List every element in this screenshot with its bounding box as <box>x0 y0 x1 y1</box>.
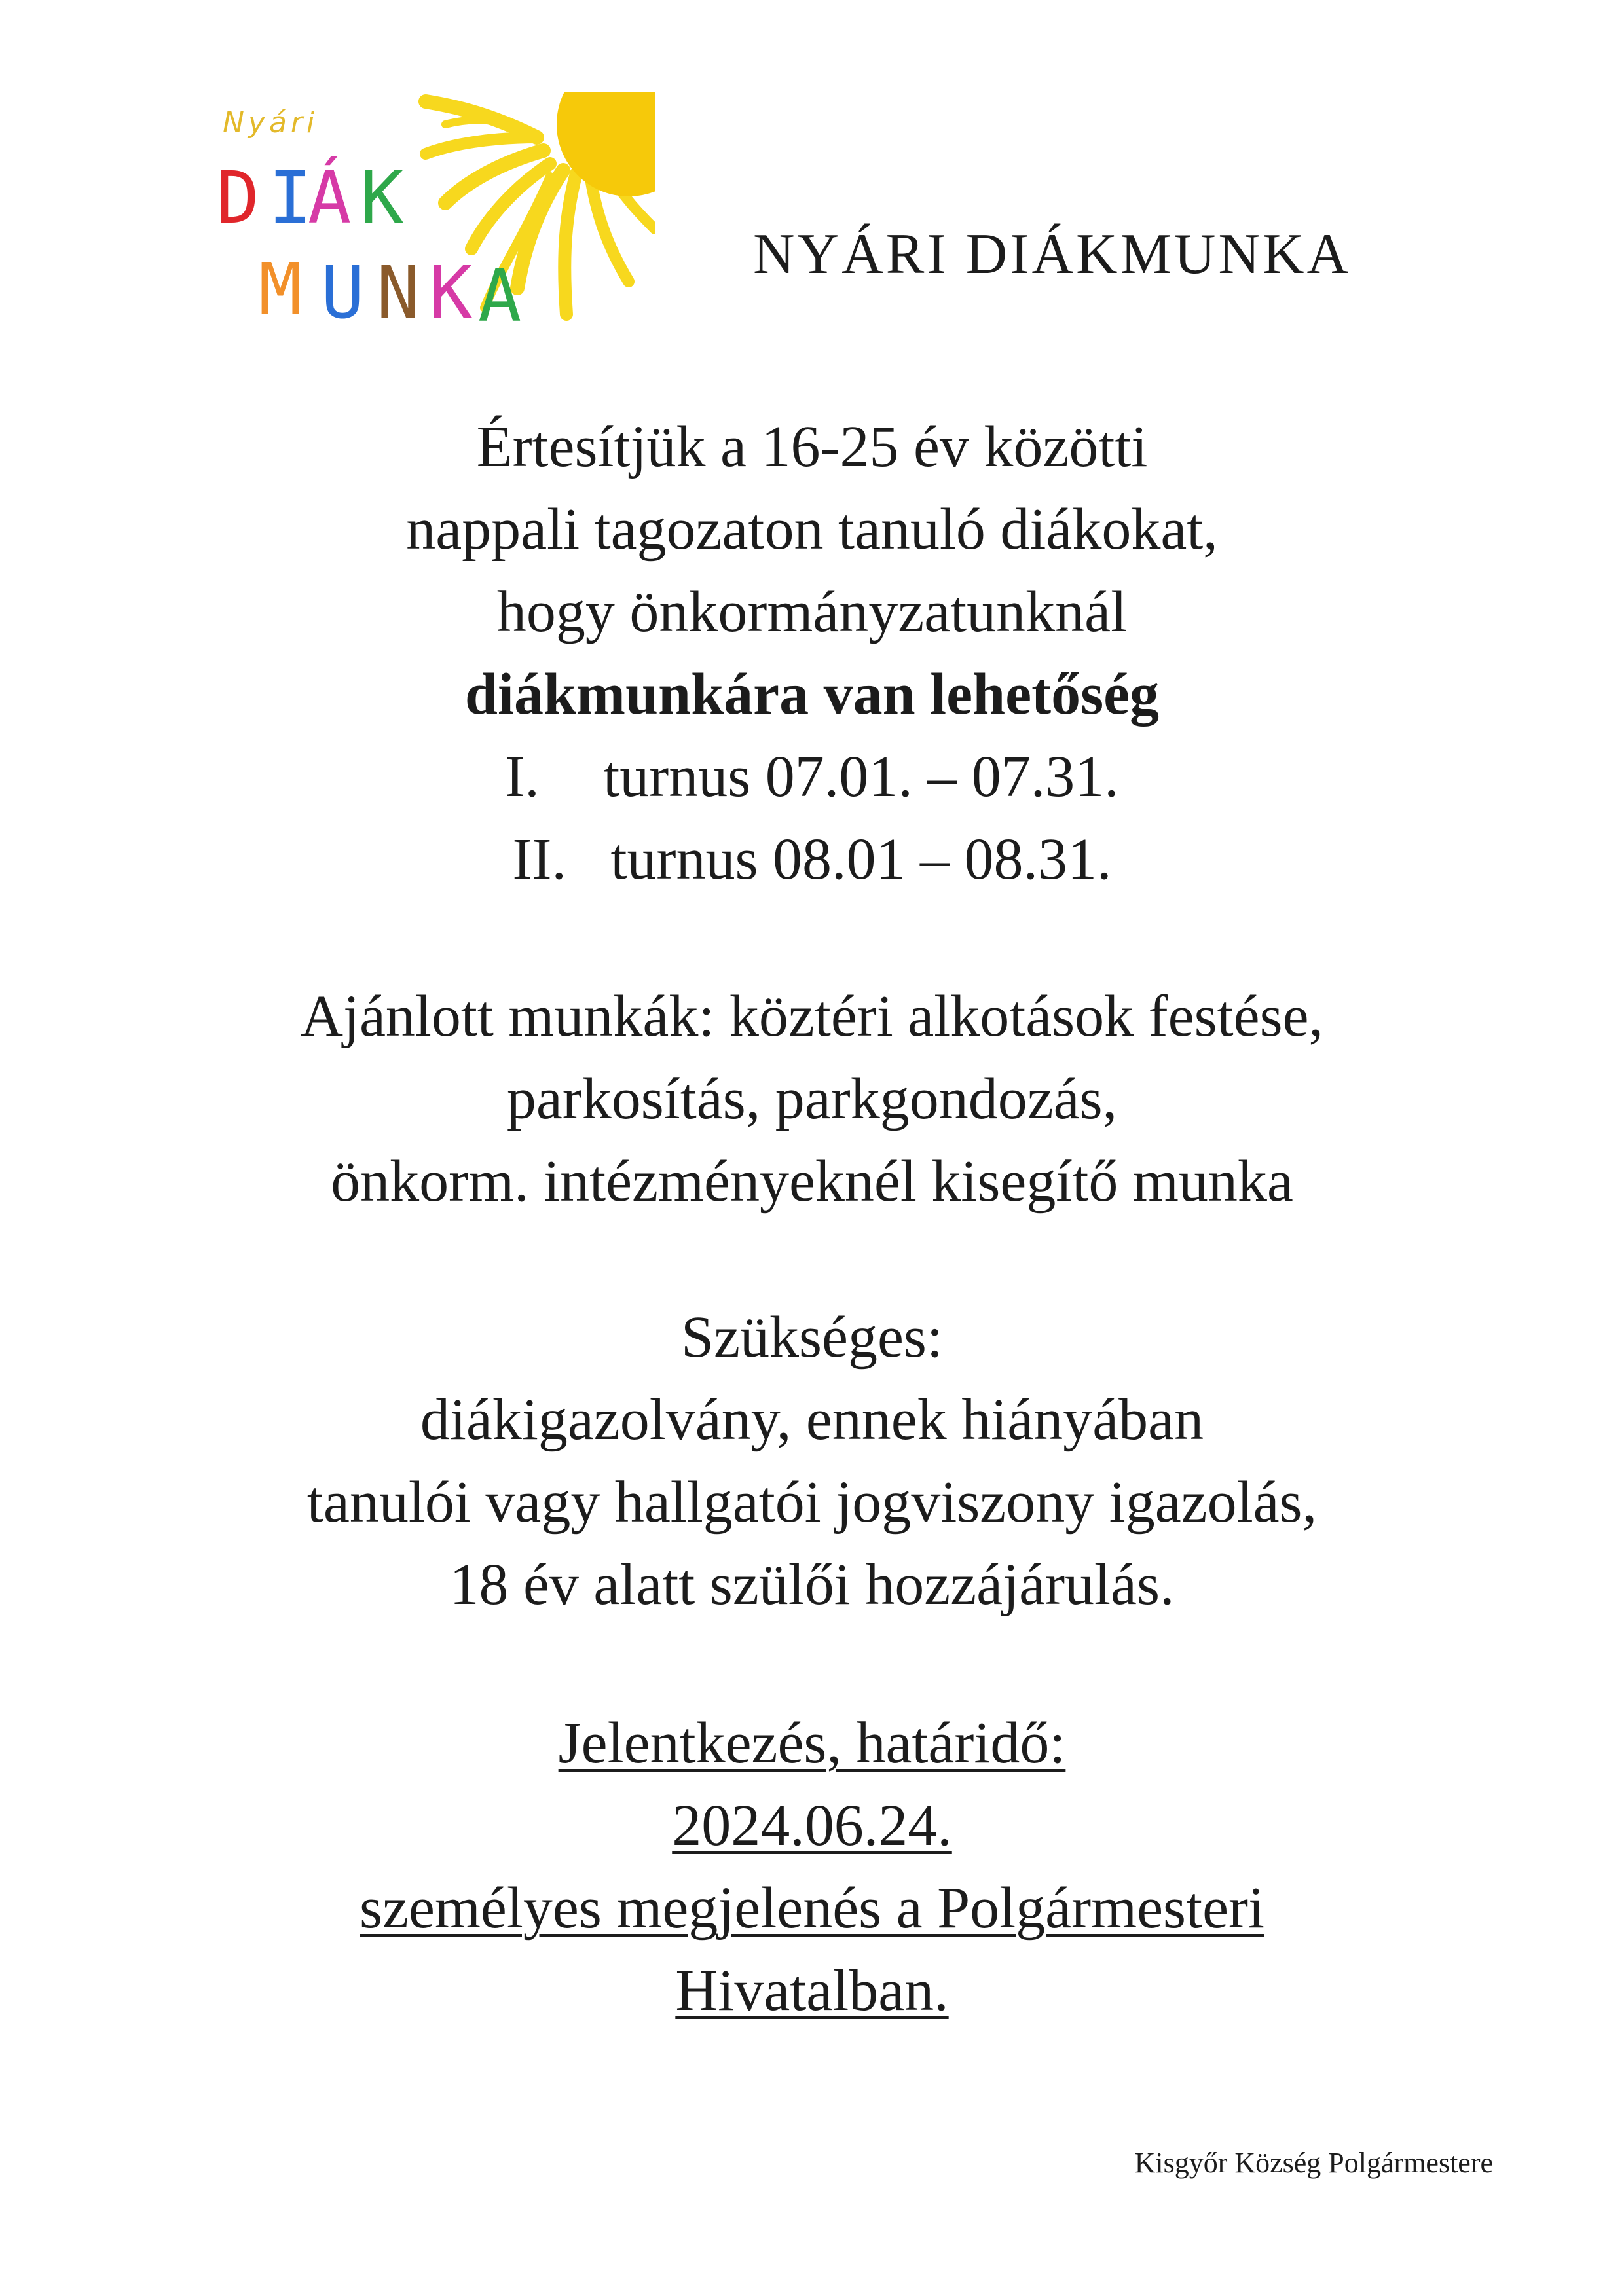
nyari-diakmunka-logo <box>210 92 655 354</box>
page-title: NYÁRI DIÁKMUNKA <box>753 223 1352 286</box>
logo-letter-n: N <box>377 251 420 335</box>
jobs-line-1: Ajánlott munkák: köztéri alkotások festése, <box>300 984 1324 1049</box>
intro-line-1: Értesítjük a 16-25 év közötti <box>476 414 1148 479</box>
logo-letter-i: I <box>268 156 312 240</box>
jobs-line-3: önkorm. intézményeknél kisegítő munka <box>331 1149 1293 1214</box>
logo-letter-u: U <box>321 251 365 335</box>
application-deadline: 2024.06.24. <box>672 1793 952 1858</box>
jobs-line-2: parkosítás, parkgondozás, <box>506 1066 1118 1131</box>
term-1-numeral: I. <box>505 744 540 809</box>
logo-letter-m: M <box>259 247 303 331</box>
logo-artwork <box>210 92 655 354</box>
logo-letter-a: Á <box>308 156 352 240</box>
term-1-dates: turnus 07.01. – 07.31. <box>603 744 1119 809</box>
application-line-4: Hivatalban. <box>675 1958 949 2023</box>
requirements-line-2: diákigazolvány, ennek hiányában <box>420 1387 1204 1452</box>
application-section <box>0 1702 1624 2032</box>
application-line-3: személyes megjelenés a Polgármesteri <box>360 1876 1264 1941</box>
logo-letter-k: K <box>360 156 404 240</box>
signature: Kisgyőr Község Polgármestere <box>1134 2147 1493 2179</box>
intro-highlight: diákmunkára van lehetőség <box>464 662 1160 727</box>
requirements-line-4: 18 év alatt szülői hozzájárulás. <box>449 1552 1175 1617</box>
requirements-heading: Szükséges: <box>681 1305 943 1370</box>
intro-section <box>0 406 1624 901</box>
logo-letter-k2: K <box>429 251 473 335</box>
jobs-section <box>0 975 1624 1223</box>
logo-letter-d: D <box>216 156 260 240</box>
requirements-line-3: tanulói vagy hallgatói jogviszony igazolás, <box>306 1470 1318 1535</box>
term-2-numeral: II. <box>512 827 566 892</box>
term-1 <box>0 736 1624 818</box>
intro-line-3: hogy önkormányzatunknál <box>496 579 1128 644</box>
intro-line-2: nappali tagozaton tanuló diákokat, <box>406 497 1218 562</box>
term-2 <box>0 818 1624 901</box>
application-heading: Jelentkezés, határidő: <box>558 1711 1066 1776</box>
term-2-dates: turnus 08.01 – 08.31. <box>610 827 1112 892</box>
logo-text-nyari: Nyári <box>223 106 319 139</box>
logo-letter-a2: A <box>478 254 522 338</box>
requirements-section <box>0 1296 1624 1626</box>
